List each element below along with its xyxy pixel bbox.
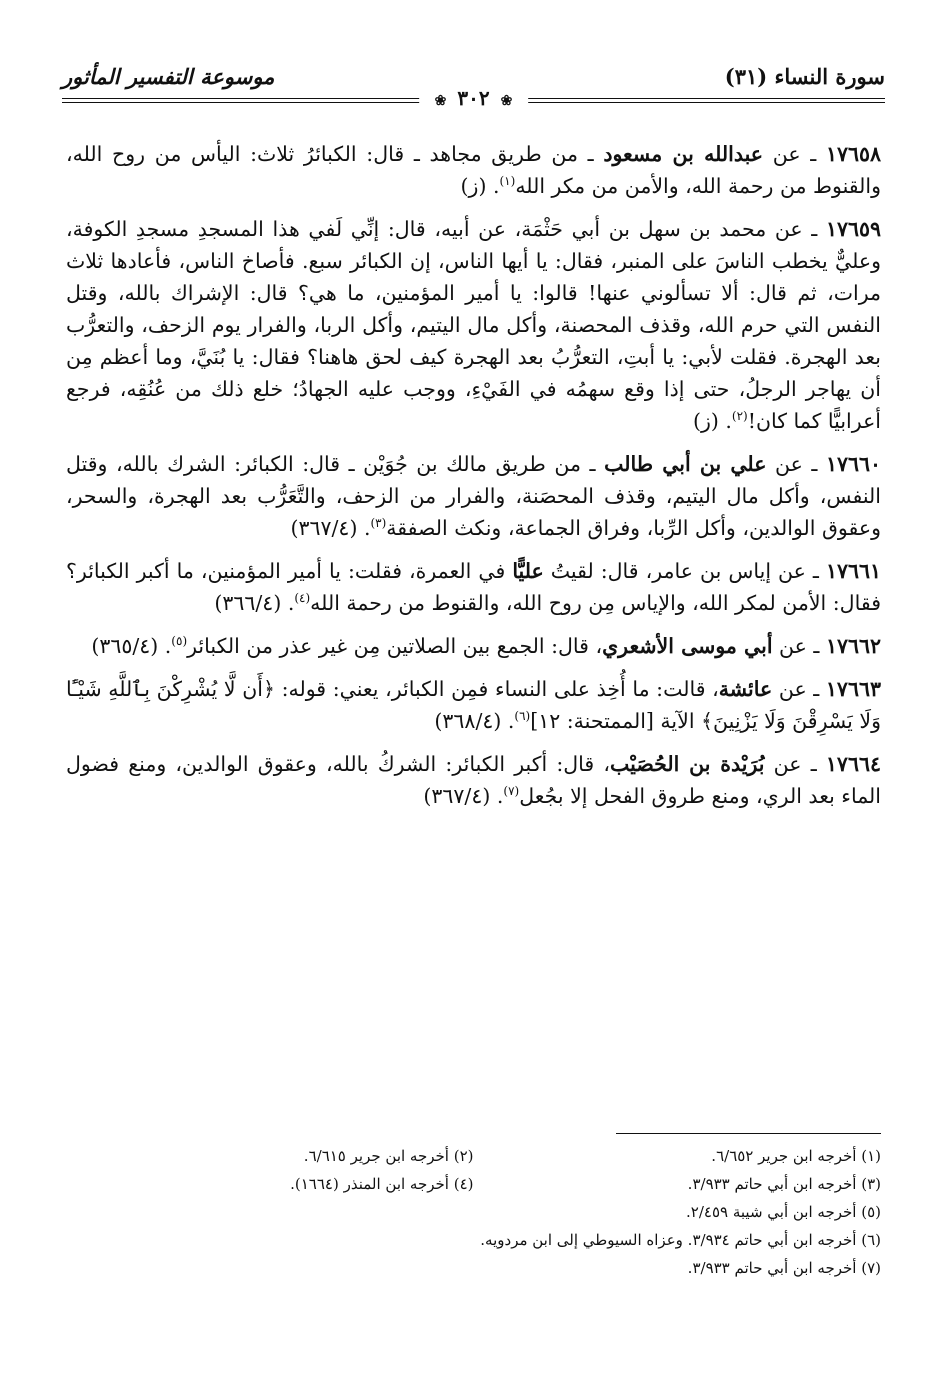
footnote: (٣) أخرجه ابن أبي حاتم ٣/٩٣٣. xyxy=(687,1175,881,1193)
entry-number: ١٧٦٥٨ xyxy=(825,142,881,166)
narrator-name: عليًّا xyxy=(512,559,544,583)
narrator-name: بُرَيْدة بن الحُصَيْب xyxy=(610,752,765,776)
entry-prefix: ـ عن xyxy=(766,452,826,476)
entry-source: . (٣٦٧/٤) xyxy=(290,516,371,540)
narrator-name: علي بن أبي طالب xyxy=(604,452,767,476)
footnote-ref[interactable]: (٧) xyxy=(503,784,520,799)
entry-text: ، قال: أكبر الكبائر: الشركُ بالله، وعقوق الوالدين، ومنع فضول الماء بعد الري، ومنع طروق الفحل إلا بجُعل xyxy=(66,752,881,808)
entry-number: ١٧٦٦٤ xyxy=(825,752,881,776)
hadith-entry xyxy=(66,213,881,437)
footnote-ref[interactable]: (٤) xyxy=(294,591,311,606)
hadith-entry xyxy=(66,748,881,812)
footnote-divider xyxy=(616,1133,881,1134)
entry-number: ١٧٦٦٣ xyxy=(825,677,881,701)
footnote-ref[interactable]: (٦) xyxy=(514,709,531,724)
entry-prefix: ـ عن xyxy=(772,634,826,658)
hadith-entry xyxy=(66,448,881,544)
footnote: (٢) أخرجه ابن جرير ٦/٦١٥. xyxy=(303,1147,474,1165)
narrator-name: عبدالله بن مسعود xyxy=(603,142,764,166)
ornament-icon: ❀ xyxy=(434,93,447,109)
entry-prefix: ـ عن xyxy=(772,677,826,701)
entry-text: ـ من طريق مجاهد ـ قال: الكبائرُ ثلاث: اليأس من روح الله، والقنوط من رحمة الله، والأمن من مكر الله xyxy=(66,142,881,198)
narrator-name: عائشة xyxy=(718,677,773,701)
ornament-icon: ❀ xyxy=(500,93,513,109)
entry-prefix: ـ عن xyxy=(764,752,826,776)
entry-source: . (٣٦٦/٤) xyxy=(214,591,295,615)
entry-source: . (٣٦٨/٤) xyxy=(434,709,515,733)
hadith-entry xyxy=(66,555,881,619)
entry-prefix: ـ عن إياس بن عامر، قال: لقيتُ xyxy=(543,559,826,583)
footnote-ref[interactable]: (٥) xyxy=(171,634,188,649)
entry-number: ١٧٦٦٠ xyxy=(825,452,881,476)
book-title: موسوعة التفسير المأثور xyxy=(62,64,275,89)
footnote-ref[interactable]: (٢) xyxy=(731,409,748,424)
hadith-entry xyxy=(66,630,881,662)
entry-source: . (٣٦٧/٤) xyxy=(423,784,504,808)
entry-source: . (٣٦٥/٤) xyxy=(91,634,172,658)
footnotes xyxy=(66,1142,881,1282)
entry-text: ، قال: الجمع بين الصلاتين مِن غير عذر من الكبائر xyxy=(187,634,603,658)
page-number-value: ٣٠٢ xyxy=(457,86,490,110)
footnote-ref[interactable]: (٣) xyxy=(370,516,387,531)
entry-text: ـ عن محمد بن سهل بن أبي حَثْمَة، عن أبيه، قال: إنِّي لَفي هذا المسجدِ مسجدِ الكوفة، وعليٌّ يخطب الناسَ على المنبر، فقال: يا أيها الناس، إن الكبائر سبع. فأصاخ الناس، فأعادها ثلاث مرات، ثم قال: ألا تسألوني عنها! قالوا: يا أمير المؤمنين، ما هي؟ قال: الإشراك بالله، وقتل النفس التي حرم الله، وقذف المحصنة، وأكل مال اليتيم، وأكل الربا، والفرار يوم الزحف، والتعرُّب بعد الهجرة. فقلت لأبي: يا أبتِ، التعرُّبُ بعد الهجرة كيف لحق هاهنا؟ فقال: يا بُنَيَّ، وما أعظم مِن أن يهاجر الرجلُ، حتى إذا وقع سهمُه في الفَيْءِ، ووجب عليه الجهادُ؛ خلع ذلك من عُنُقِه، فرجع أعرابيًّا كما كان! xyxy=(66,217,882,433)
entry-source: . (ز) xyxy=(692,409,732,433)
main-text xyxy=(66,138,881,823)
hadith-entry xyxy=(66,673,881,737)
entry-source: . (ز) xyxy=(460,174,500,198)
entry-prefix: ـ عن xyxy=(763,142,826,166)
entry-number: ١٧٦٦٢ xyxy=(825,634,881,658)
footnote: (٤) أخرجه ابن المنذر (١٦٦٤). xyxy=(290,1175,474,1193)
footnote-ref[interactable]: (١) xyxy=(499,174,516,189)
entry-text: ، قالت: ما أُخِذ على النساء فمِن الكبائر، يعني: قوله: ﴿أَن لَّا يُشْرِكْنَ بِٱللَّهِ شَيْـًٔا وَلَا يَسْرِقْنَ وَلَا يَزْنِينَ﴾ الآية [الممتحنة: ١٢] xyxy=(66,677,881,733)
entry-number: ١٧٦٦١ xyxy=(825,559,882,583)
hadith-entry xyxy=(66,138,881,202)
narrator-name: أبي موسى الأشعري xyxy=(602,634,773,658)
entry-number: ١٧٦٥٩ xyxy=(825,217,881,241)
entry-text: ـ من طريق مالك بن جُوَيْن ـ قال: الكبائر: الشرك بالله، وقتل النفس، وأكل مال اليتيم، وقذف المحصَنة، والفرار من الزحف، والتَّعَرُّب بعد الهجرة، والسحر، وعقوق الوالدين، وأكل الرِّبا، وفراق الجماعة، ونكث الصفقة xyxy=(66,452,881,540)
footnote: (١) أخرجه ابن جرير ٦/٦٥٢. xyxy=(711,1147,881,1165)
footnote: (٧) أخرجه ابن أبي حاتم ٣/٩٣٣. xyxy=(687,1259,881,1277)
footnote: (٦) أخرجه ابن أبي حاتم ٣/٩٣٤. وعزاه السيوطي إلى ابن مردويه. xyxy=(480,1231,881,1249)
surah-title: سورة النساء (٣١) xyxy=(724,64,885,89)
page-number xyxy=(419,86,529,110)
footnote: (٥) أخرجه ابن أبي شيبة ٢/٤٥٩. xyxy=(686,1203,881,1221)
entry-text: في العمرة، فقلت: يا أمير المؤمنين، ما أكبر الكبائر؟ فقال: الأمن لمكر الله، والإياس مِن روح الله، والقنوط من رحمة الله xyxy=(66,559,881,615)
